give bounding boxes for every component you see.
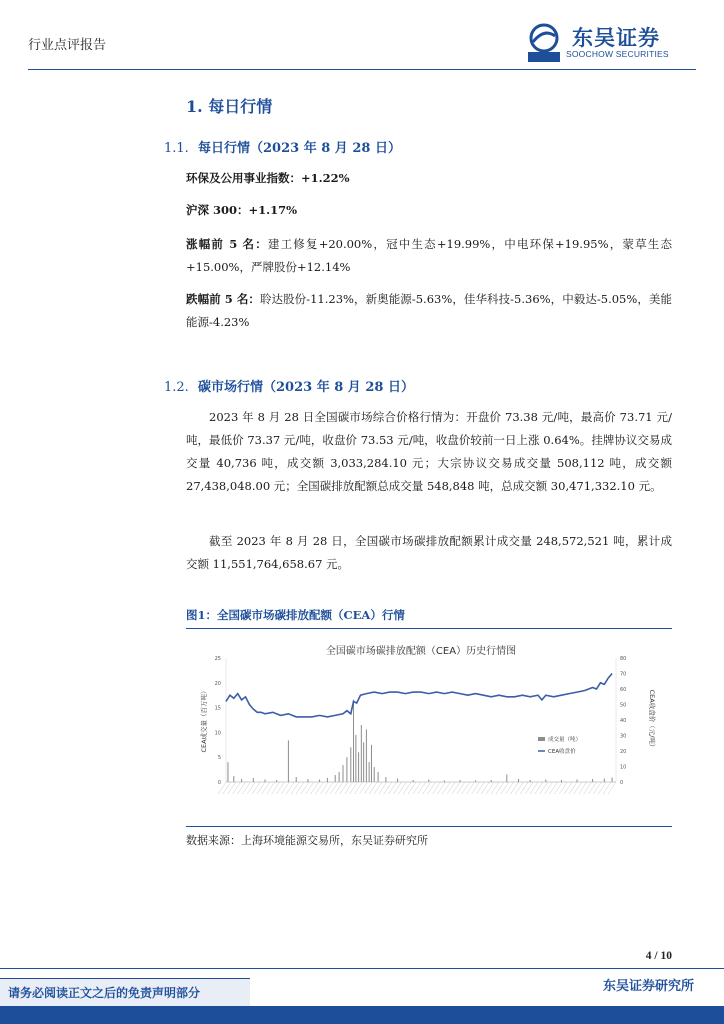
volume-bar xyxy=(343,765,344,782)
volume-bar xyxy=(506,775,507,782)
index-line xyxy=(186,167,672,190)
volume-bar xyxy=(265,780,266,782)
volume-bar xyxy=(428,780,429,782)
volume-bar xyxy=(319,780,320,782)
page-number: 4 / 10 xyxy=(645,950,672,962)
section-title: 1. 每日行情 xyxy=(186,97,273,116)
footer-bar xyxy=(0,1006,724,1024)
index-value: +1.22% xyxy=(301,171,350,185)
company-logo xyxy=(524,22,694,66)
volume-bar xyxy=(363,742,364,782)
subsection-number: 1.2. xyxy=(164,380,189,395)
volume-bar xyxy=(475,781,476,782)
volume-bar xyxy=(561,780,562,782)
volume-bar xyxy=(577,780,578,782)
volume-bar xyxy=(355,735,356,782)
volume-bar xyxy=(353,700,354,782)
volume-bar xyxy=(592,779,593,782)
y-tick-label-left: 5 xyxy=(217,755,221,762)
cumulative-paragraph: 截至 2023 年 8 月 28 日，全国碳市场碳排放配额累计成交量 248,572,521 吨，累计成交额 11,551,764,658.67 元。 xyxy=(186,534,672,571)
index-label: 环保及公用事业指数： xyxy=(186,171,301,185)
y-axis-label-right: CEA收盘价（元/吨） xyxy=(648,689,656,751)
report-type: 行业点评报告 xyxy=(28,38,107,53)
volume-bar xyxy=(346,757,347,782)
volume-bar xyxy=(369,762,370,782)
volume-bar xyxy=(296,777,297,782)
volume-bar xyxy=(444,781,445,782)
y-tick-label-right: 70 xyxy=(620,671,627,678)
hs300-value: +1.17% xyxy=(248,203,298,217)
volume-bar xyxy=(327,778,328,782)
volume-bar xyxy=(460,780,461,782)
volume-bar xyxy=(518,779,519,782)
volume-bar xyxy=(378,772,379,782)
header-divider xyxy=(28,69,696,70)
y-axis-label-left: CEA成交量（百万吨） xyxy=(200,687,208,753)
y-tick-label-right: 30 xyxy=(620,733,627,740)
subsection-heading-1-1 xyxy=(164,137,401,156)
volume-bar xyxy=(335,775,336,782)
chart-title: 全国碳市场碳排放配额（CEA）历史行情图 xyxy=(325,646,517,657)
volume-bar xyxy=(413,780,414,782)
volume-bar xyxy=(253,778,254,782)
data-source: 数据来源：上海环境能源交易所，东吴证券研究所 xyxy=(186,834,428,847)
subsection-heading-1-2 xyxy=(164,376,414,395)
subsection-number: 1.1. xyxy=(164,141,189,156)
volume-bar xyxy=(385,777,386,782)
volume-bar xyxy=(491,780,492,782)
volume-bar xyxy=(358,752,359,782)
volume-bar xyxy=(397,779,398,782)
footer-divider xyxy=(0,968,724,969)
y-tick-label-left: 15 xyxy=(214,705,221,712)
y-tick-label-left: 10 xyxy=(214,730,221,737)
volume-bar xyxy=(612,778,613,782)
volume-bar xyxy=(530,780,531,782)
volume-bar xyxy=(366,729,367,782)
legend-label-volume: 成交量（吨） xyxy=(548,737,582,743)
footer-organization: 东吴证券研究所 xyxy=(602,979,694,994)
y-tick-label-right: 20 xyxy=(620,749,627,755)
volume-bar xyxy=(288,740,289,782)
hs300-label: 沪深 300： xyxy=(186,203,249,217)
gainers-text: 建工修复+20.00%，冠中生态+19.99%，中电环保+19.95%，蒙草生态+15.00%，严牌股份+12.14% xyxy=(186,237,673,274)
top-losers-paragraph xyxy=(186,288,672,334)
hs300-line xyxy=(186,199,672,222)
volume-bar xyxy=(371,745,372,782)
volume-bar xyxy=(361,725,362,782)
logo-name-en: SOOCHOW SECURITIES xyxy=(566,49,669,59)
logo-name-zh: 东吴证券 xyxy=(572,26,660,50)
gainers-label: 涨幅前 5 名： xyxy=(186,237,268,251)
figure-caption: 图1：全国碳市场碳排放配额（CEA）行情 xyxy=(186,608,405,622)
disclaimer-link[interactable]: 请务必阅读正文之后的免责声明部分 xyxy=(8,986,201,1000)
volume-bar xyxy=(227,762,228,782)
legend-label-price: CEA收盘价 xyxy=(548,749,576,755)
legend-swatch-volume xyxy=(538,737,545,741)
volume-bar xyxy=(233,776,234,782)
losers-text: 聆达股份-11.23%，新奥能源-5.63%，佳华科技-5.36%，中毅达-5.05%，美能能源-4.23% xyxy=(186,292,672,329)
figure-bottom-rule xyxy=(186,826,672,827)
carbon-market-paragraph: 2023 年 8 月 28 日全国碳市场综合价格行情为：开盘价 73.38 元/吨，最高价 73.71 元/吨，最低价 73.37 元/吨，收盘价 73.53 元/吨，收盘价较前一日上涨 0.64%。挂牌协议交易成交量 40,736 吨，成交额 3,033,284.10 元；大宗协议交易成交量 508,112 吨，成交额 27,438,048.00 元；全国碳排放配额总成交量 548,848 吨，总成交额 30,471,332.10 元。 xyxy=(186,410,672,493)
volume-bar xyxy=(339,772,340,782)
y-tick-label-right: 40 xyxy=(620,718,627,724)
y-tick-label-right: 50 xyxy=(620,702,627,709)
volume-bar xyxy=(545,780,546,782)
chart-background xyxy=(186,640,672,822)
y-tick-label-left: 25 xyxy=(214,656,221,662)
figure-top-rule xyxy=(186,628,672,629)
subsection-title: 碳市场行情（2023 年 8 月 28 日） xyxy=(198,380,414,395)
y-tick-label-right: 10 xyxy=(620,764,627,771)
losers-label: 跌幅前 5 名： xyxy=(186,292,260,306)
volume-bar xyxy=(604,779,605,782)
volume-bar xyxy=(307,779,308,782)
volume-bar xyxy=(276,780,277,782)
y-tick-label-right: 60 xyxy=(620,687,627,693)
y-tick-label-left: 20 xyxy=(214,680,221,687)
cea-chart xyxy=(186,640,672,822)
top-gainers-paragraph xyxy=(186,233,672,279)
volume-bar xyxy=(374,767,375,782)
subsection-title: 每日行情（2023 年 8 月 28 日） xyxy=(198,141,401,156)
scs-logo-icon xyxy=(524,22,564,62)
volume-bar xyxy=(241,779,242,782)
y-tick-label-right: 0 xyxy=(620,780,624,786)
volume-bar xyxy=(350,747,351,782)
y-tick-label-left: 0 xyxy=(217,780,221,786)
y-tick-label-right: 80 xyxy=(620,656,627,662)
